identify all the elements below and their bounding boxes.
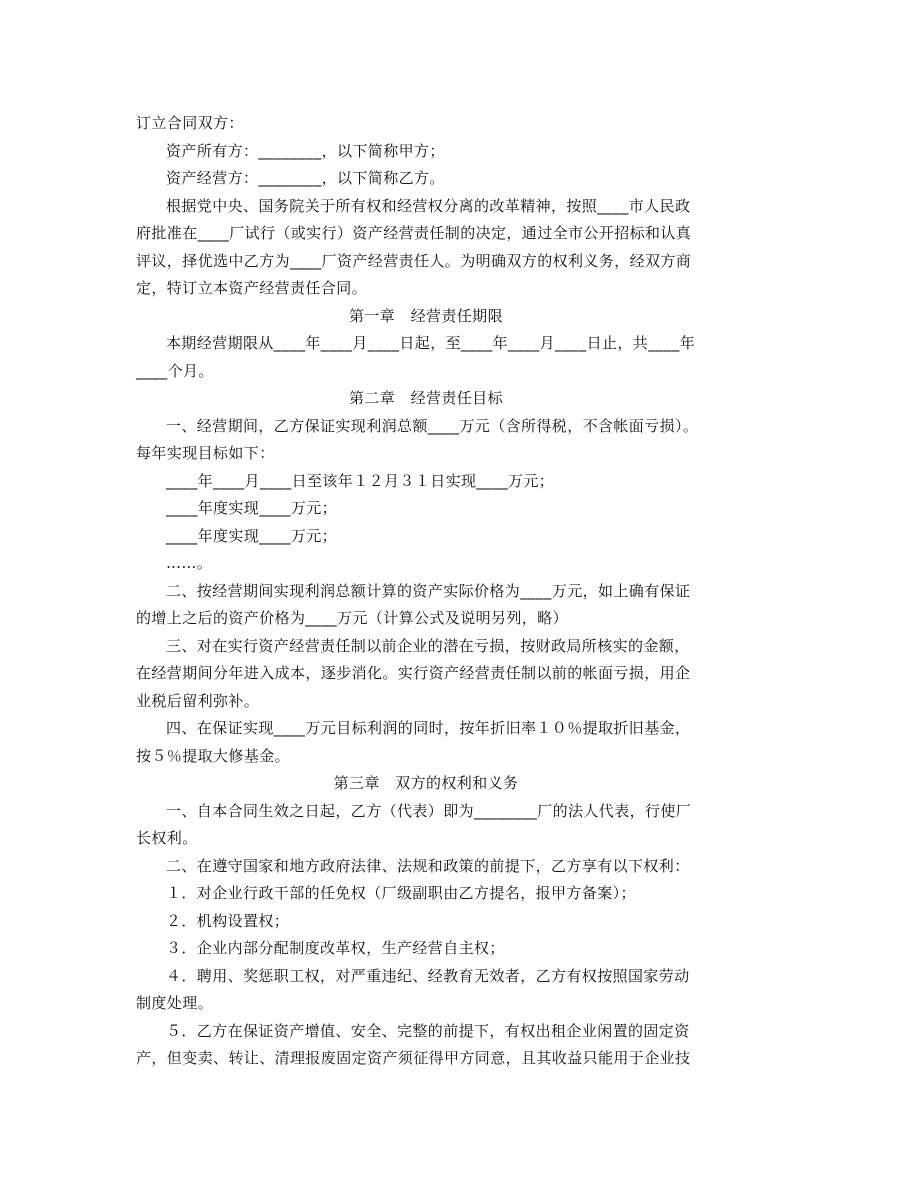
rights-item-5: ５．乙方在保证资产增值、安全、完整的前提下，有权出租企业闲置的固定资	[166, 1021, 690, 1040]
rights-item-5: 产，但变卖、转让、清理报废固定资产须征得甲方同意，且其收益只能用于企业技	[136, 1049, 691, 1067]
rights-line: 长权利。	[136, 829, 198, 847]
preamble-line: 评议，择优选中乙方为____厂资产经营责任人。为明确双方的权利义务，经双方商	[136, 251, 692, 270]
chapter-2-title: 第二章 经营责任目标	[348, 389, 503, 407]
preamble-line: 府批准在____厂试行（或实行）资产经营责任制的决定，通过全市公开招标和认真	[136, 224, 692, 242]
loss-line: 在经营期间分年进入成本，逐步消化。实行资产经营责任制以前的帐面亏损，用企	[136, 664, 691, 682]
asset-owner-line: 资产所有方：________，以下简称甲方；	[166, 141, 445, 160]
rights-line: 二、在遵守国家和地方政府法律、法规和政策的前提下，乙方享有以下权利：	[166, 856, 690, 875]
rights-item-1: １．对企业行政干部的任免权（厂级副职由乙方提名，报甲方备案）；	[166, 884, 636, 902]
contract-body	[136, 110, 716, 1073]
asset-operator-line: 资产经营方：________，以下简称乙方。	[166, 169, 445, 187]
depreciation-line: 按５％提取大修基金。	[136, 746, 291, 765]
chapter-3-title: 第三章 双方的权利和义务	[333, 774, 519, 792]
rights-item-3: ３．企业内部分配制度改革权，生产经营自主权；	[166, 939, 505, 957]
loss-line: 三、对在实行资产经营责任制以前企业的潜在亏损，按财政局所核实的金额，	[166, 636, 690, 655]
asset-price-line: 的增上之后的资产价格为____万元（计算公式及说明另列，略）	[136, 609, 569, 627]
yearly-target-line: ____年度实现____万元；	[166, 526, 338, 545]
asset-price-line: 二、按经营期间实现利润总额计算的资产实际价格为____万元，如上确有保证	[166, 581, 691, 600]
rights-line: 一、自本合同生效之日起，乙方（代表）即为________厂的法人代表，行使厂	[166, 801, 692, 820]
rights-item-2: ２．机构设置权；	[166, 911, 290, 930]
rights-item-4: 制度处理。	[136, 994, 214, 1012]
chapter-1-title: 第一章 经营责任期限	[348, 306, 503, 325]
yearly-target-line: ____年____月____日至该年１２月３１日实现____万元；	[166, 471, 555, 490]
term-line: ____个月。	[136, 361, 214, 380]
preamble-line: 根据党中央、国务院关于所有权和经营权分离的改革精神，按照____市人民政	[166, 196, 691, 215]
ellipsis-line: ……。	[166, 554, 213, 572]
depreciation-line: 四、在保证实现____万元目标利润的同时，按年折旧率１０％提取折旧基金，	[166, 719, 691, 737]
rights-item-4: ４．聘用、奖惩职工权，对严重违纪、经教育无效者，乙方有权按照国家劳动	[166, 966, 690, 985]
loss-line: 业税后留利弥补。	[136, 691, 260, 710]
preamble-line: 定，特订立本资产经营责任合同。	[136, 279, 368, 297]
contract-parties-heading: 订立合同双方：	[136, 114, 244, 132]
term-line: 本期经营期限从____年____月____日起，至____年____月____日止，共____年	[166, 334, 696, 352]
yearly-target-line: ____年度实现____万元；	[166, 499, 338, 517]
target-line: 一、经营期间，乙方保证实现利润总额____万元（含所得税，不含帐面亏损）。	[166, 416, 699, 435]
target-line: 每年实现目标如下：	[136, 444, 275, 462]
